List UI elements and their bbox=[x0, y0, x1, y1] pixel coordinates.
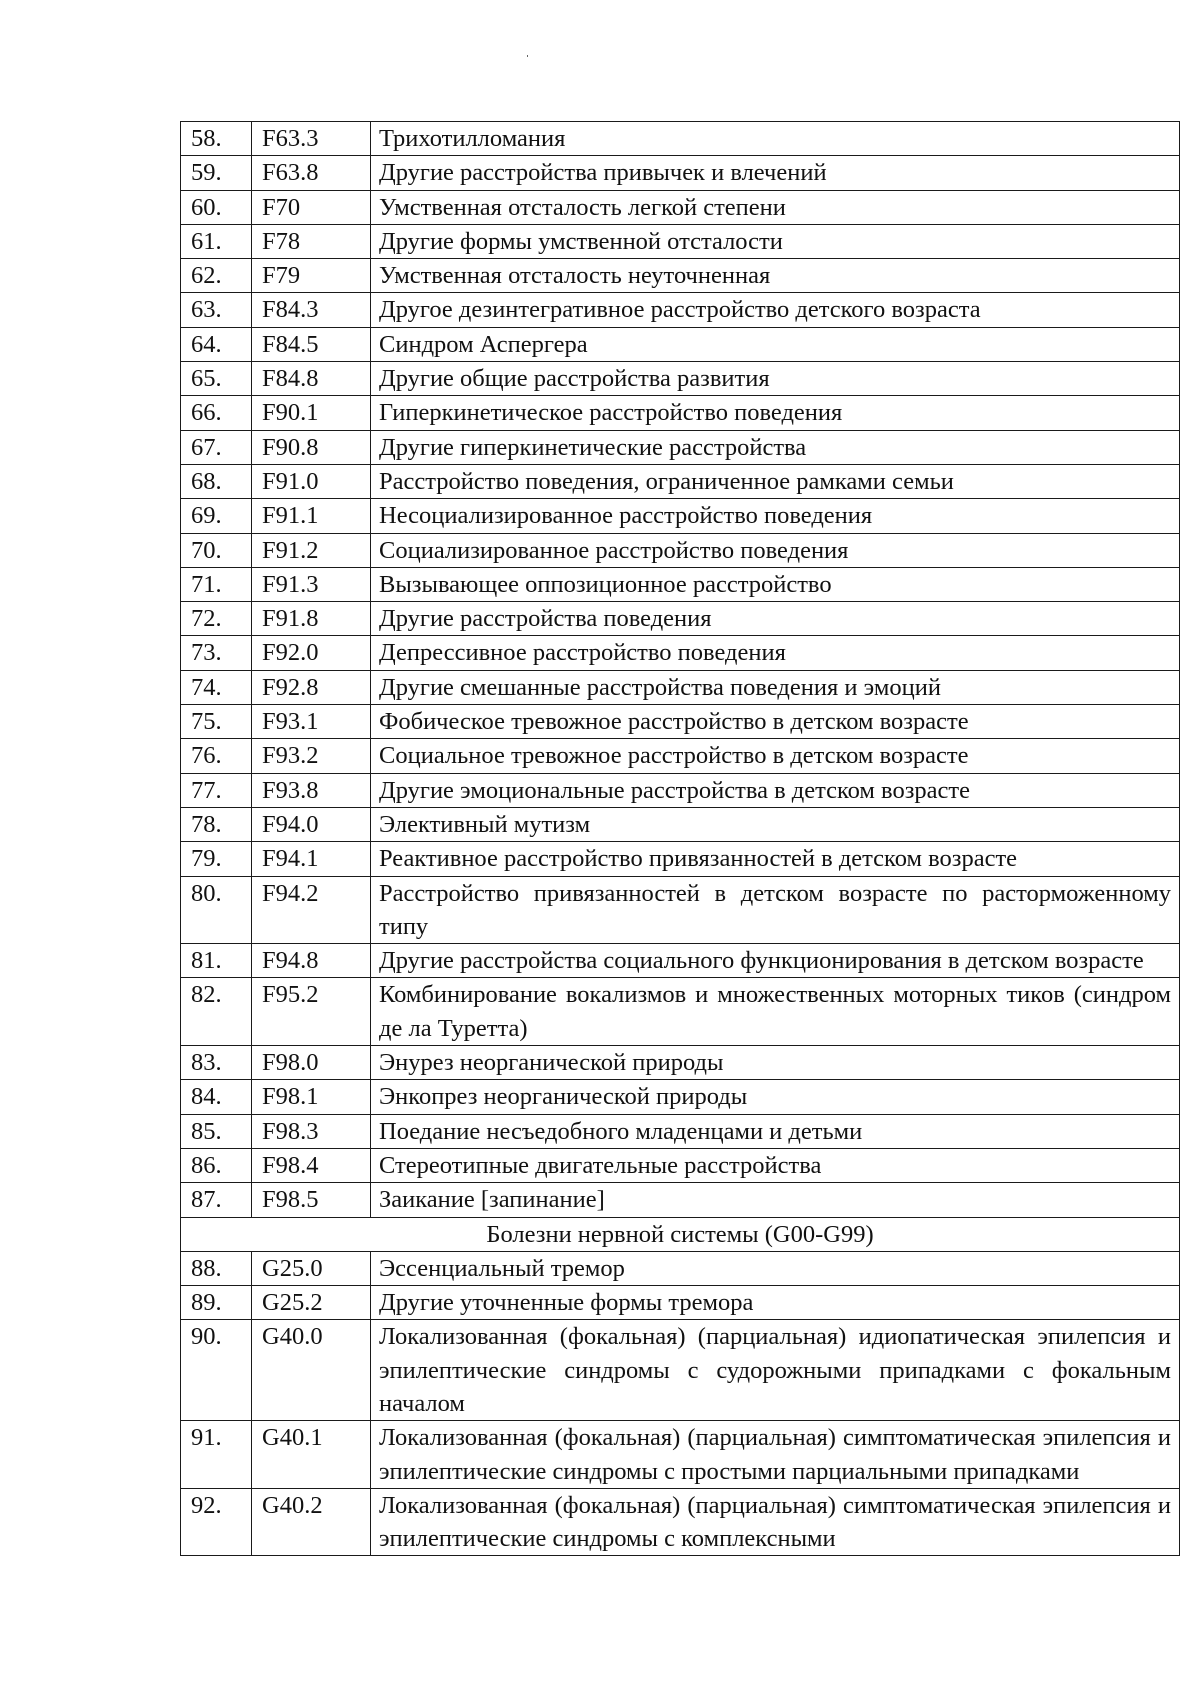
row-number: 74. bbox=[181, 670, 252, 704]
table-row bbox=[181, 1286, 1180, 1320]
row-number: 92. bbox=[181, 1488, 252, 1556]
table-row bbox=[181, 464, 1180, 498]
diagnosis-name: Заикание [запинание] bbox=[371, 1183, 1180, 1217]
row-number: 83. bbox=[181, 1046, 252, 1080]
table-body-nervous-system bbox=[181, 1251, 1180, 1556]
diagnosis-name: Другие расстройства социального функционирования в детском возрасте bbox=[371, 944, 1180, 978]
table-row bbox=[181, 1421, 1180, 1489]
row-number: 87. bbox=[181, 1183, 252, 1217]
diagnosis-name: Энурез неорганической природы bbox=[371, 1046, 1180, 1080]
table-row bbox=[181, 1488, 1180, 1556]
row-number: 69. bbox=[181, 499, 252, 533]
row-number: 89. bbox=[181, 1286, 252, 1320]
diagnosis-code: F91.0 bbox=[252, 464, 371, 498]
diagnosis-name: Расстройство привязанностей в детском возрасте по расторможенному типу bbox=[371, 876, 1180, 944]
row-number: 61. bbox=[181, 224, 252, 258]
table-row bbox=[181, 636, 1180, 670]
diagnosis-name: Локализованная (фокальная) (парциальная) симптоматическая эпилепсия и эпилептические синдромы с комплексными bbox=[371, 1488, 1180, 1556]
table-row bbox=[181, 293, 1180, 327]
row-number: 88. bbox=[181, 1251, 252, 1285]
table-row bbox=[181, 259, 1180, 293]
table-row bbox=[181, 533, 1180, 567]
table-row bbox=[181, 156, 1180, 190]
table-row bbox=[181, 224, 1180, 258]
section-heading: Болезни нервной системы (G00-G99) bbox=[181, 1217, 1180, 1251]
row-number: 66. bbox=[181, 396, 252, 430]
table-row bbox=[181, 807, 1180, 841]
table-row bbox=[181, 739, 1180, 773]
diagnosis-code: F98.4 bbox=[252, 1148, 371, 1182]
row-number: 81. bbox=[181, 944, 252, 978]
diagnosis-name: Другие уточненные формы тремора bbox=[371, 1286, 1180, 1320]
row-number: 62. bbox=[181, 259, 252, 293]
row-number: 58. bbox=[181, 122, 252, 156]
table-row bbox=[181, 1148, 1180, 1182]
diagnosis-name: Другие смешанные расстройства поведения и эмоций bbox=[371, 670, 1180, 704]
diagnosis-code: F84.3 bbox=[252, 293, 371, 327]
row-number: 65. bbox=[181, 362, 252, 396]
diagnosis-code: F94.0 bbox=[252, 807, 371, 841]
diagnosis-code: G25.2 bbox=[252, 1286, 371, 1320]
diagnosis-code: F92.8 bbox=[252, 670, 371, 704]
table-row bbox=[181, 773, 1180, 807]
table-row bbox=[181, 1080, 1180, 1114]
diagnosis-code: F91.8 bbox=[252, 602, 371, 636]
row-number: 84. bbox=[181, 1080, 252, 1114]
table-row bbox=[181, 499, 1180, 533]
row-number: 71. bbox=[181, 567, 252, 601]
diagnosis-code: F92.0 bbox=[252, 636, 371, 670]
row-number: 75. bbox=[181, 705, 252, 739]
diagnosis-code: F94.1 bbox=[252, 842, 371, 876]
diagnosis-code: F63.8 bbox=[252, 156, 371, 190]
table-row bbox=[181, 842, 1180, 876]
table-row bbox=[181, 944, 1180, 978]
table-row bbox=[181, 1114, 1180, 1148]
row-number: 78. bbox=[181, 807, 252, 841]
row-number: 79. bbox=[181, 842, 252, 876]
row-number: 60. bbox=[181, 190, 252, 224]
diagnosis-name: Другие эмоциональные расстройства в детском возрасте bbox=[371, 773, 1180, 807]
table-row bbox=[181, 705, 1180, 739]
diagnosis-code: F98.0 bbox=[252, 1046, 371, 1080]
table-row bbox=[181, 1183, 1180, 1217]
diagnosis-name: Несоциализированное расстройство поведения bbox=[371, 499, 1180, 533]
table-row bbox=[181, 430, 1180, 464]
diagnosis-code: F91.3 bbox=[252, 567, 371, 601]
diagnosis-name: Поедание несъедобного младенцами и детьми bbox=[371, 1114, 1180, 1148]
row-number: 73. bbox=[181, 636, 252, 670]
row-number: 67. bbox=[181, 430, 252, 464]
diagnosis-code: G40.2 bbox=[252, 1488, 371, 1556]
diagnosis-name: Элективный мутизм bbox=[371, 807, 1180, 841]
table-row bbox=[181, 362, 1180, 396]
diagnosis-code: F91.2 bbox=[252, 533, 371, 567]
diagnosis-code: F78 bbox=[252, 224, 371, 258]
diagnosis-code: F93.8 bbox=[252, 773, 371, 807]
diagnosis-name: Трихотилломания bbox=[371, 122, 1180, 156]
table-row bbox=[181, 1251, 1180, 1285]
table-body-mental-disorders bbox=[181, 122, 1180, 1218]
row-number: 85. bbox=[181, 1114, 252, 1148]
table-row bbox=[181, 670, 1180, 704]
diagnosis-name: Другие формы умственной отсталости bbox=[371, 224, 1180, 258]
diagnosis-code: G25.0 bbox=[252, 1251, 371, 1285]
diagnosis-code: F95.2 bbox=[252, 978, 371, 1046]
diagnosis-name: Социализированное расстройство поведения bbox=[371, 533, 1180, 567]
row-number: 86. bbox=[181, 1148, 252, 1182]
row-number: 91. bbox=[181, 1421, 252, 1489]
diagnosis-code: G40.0 bbox=[252, 1320, 371, 1421]
diagnosis-code: F98.5 bbox=[252, 1183, 371, 1217]
diagnosis-code: F79 bbox=[252, 259, 371, 293]
table-row bbox=[181, 876, 1180, 944]
row-number: 63. bbox=[181, 293, 252, 327]
diagnosis-name: Другие гиперкинетические расстройства bbox=[371, 430, 1180, 464]
section-heading-row bbox=[181, 1217, 1180, 1251]
diagnosis-name: Синдром Аспергера bbox=[371, 327, 1180, 361]
diagnosis-code: F84.8 bbox=[252, 362, 371, 396]
diagnosis-name: Умственная отсталость легкой степени bbox=[371, 190, 1180, 224]
table-row bbox=[181, 978, 1180, 1046]
table-row bbox=[181, 122, 1180, 156]
diagnosis-name: Стереотипные двигательные расстройства bbox=[371, 1148, 1180, 1182]
diagnosis-code: F98.3 bbox=[252, 1114, 371, 1148]
diagnosis-code: F93.2 bbox=[252, 739, 371, 773]
diagnosis-name: Расстройство поведения, ограниченное рамками семьи bbox=[371, 464, 1180, 498]
table-row bbox=[181, 1046, 1180, 1080]
diagnosis-code: F94.8 bbox=[252, 944, 371, 978]
diagnosis-name: Умственная отсталость неуточненная bbox=[371, 259, 1180, 293]
diagnosis-name: Эссенциальный тремор bbox=[371, 1251, 1180, 1285]
table-row bbox=[181, 1320, 1180, 1421]
diagnosis-name: Энкопрез неорганической природы bbox=[371, 1080, 1180, 1114]
diagnosis-code: F70 bbox=[252, 190, 371, 224]
row-number: 80. bbox=[181, 876, 252, 944]
diagnosis-code: F90.8 bbox=[252, 430, 371, 464]
diagnosis-name: Реактивное расстройство привязанностей в детском возрасте bbox=[371, 842, 1180, 876]
table-body-section bbox=[181, 1217, 1180, 1251]
diagnosis-code: F84.5 bbox=[252, 327, 371, 361]
row-number: 72. bbox=[181, 602, 252, 636]
scan-speck bbox=[527, 55, 528, 57]
row-number: 59. bbox=[181, 156, 252, 190]
diagnosis-name: Другие общие расстройства развития bbox=[371, 362, 1180, 396]
diagnosis-code: G40.1 bbox=[252, 1421, 371, 1489]
diagnosis-code: F63.3 bbox=[252, 122, 371, 156]
row-number: 82. bbox=[181, 978, 252, 1046]
row-number: 76. bbox=[181, 739, 252, 773]
row-number: 68. bbox=[181, 464, 252, 498]
row-number: 70. bbox=[181, 533, 252, 567]
diagnosis-name: Социальное тревожное расстройство в детском возрасте bbox=[371, 739, 1180, 773]
table-row bbox=[181, 567, 1180, 601]
diagnosis-name: Локализованная (фокальная) (парциальная) идиопатическая эпилепсия и эпилептические синдромы с судорожными припадками с фокальным началом bbox=[371, 1320, 1180, 1421]
diagnosis-name: Другие расстройства поведения bbox=[371, 602, 1180, 636]
diagnosis-code: F93.1 bbox=[252, 705, 371, 739]
diagnosis-name: Локализованная (фокальная) (парциальная) симптоматическая эпилепсия и эпилептические синдромы с простыми парциальными припадками bbox=[371, 1421, 1180, 1489]
table-row bbox=[181, 190, 1180, 224]
table-row bbox=[181, 327, 1180, 361]
row-number: 64. bbox=[181, 327, 252, 361]
diagnosis-code: F98.1 bbox=[252, 1080, 371, 1114]
diagnosis-name: Гиперкинетическое расстройство поведения bbox=[371, 396, 1180, 430]
diagnosis-code: F94.2 bbox=[252, 876, 371, 944]
diagnosis-name: Комбинирование вокализмов и множественных моторных тиков (синдром де ла Туретта) bbox=[371, 978, 1180, 1046]
table-row bbox=[181, 396, 1180, 430]
diagnosis-code: F90.1 bbox=[252, 396, 371, 430]
diagnosis-code: F91.1 bbox=[252, 499, 371, 533]
diagnosis-name: Вызывающее оппозиционное расстройство bbox=[371, 567, 1180, 601]
row-number: 90. bbox=[181, 1320, 252, 1421]
diagnosis-code-table bbox=[180, 121, 1180, 1556]
diagnosis-name: Фобическое тревожное расстройство в детском возрасте bbox=[371, 705, 1180, 739]
row-number: 77. bbox=[181, 773, 252, 807]
diagnosis-name: Депрессивное расстройство поведения bbox=[371, 636, 1180, 670]
diagnosis-name: Другое дезинтегративное расстройство детского возраста bbox=[371, 293, 1180, 327]
diagnosis-name: Другие расстройства привычек и влечений bbox=[371, 156, 1180, 190]
table-row bbox=[181, 602, 1180, 636]
